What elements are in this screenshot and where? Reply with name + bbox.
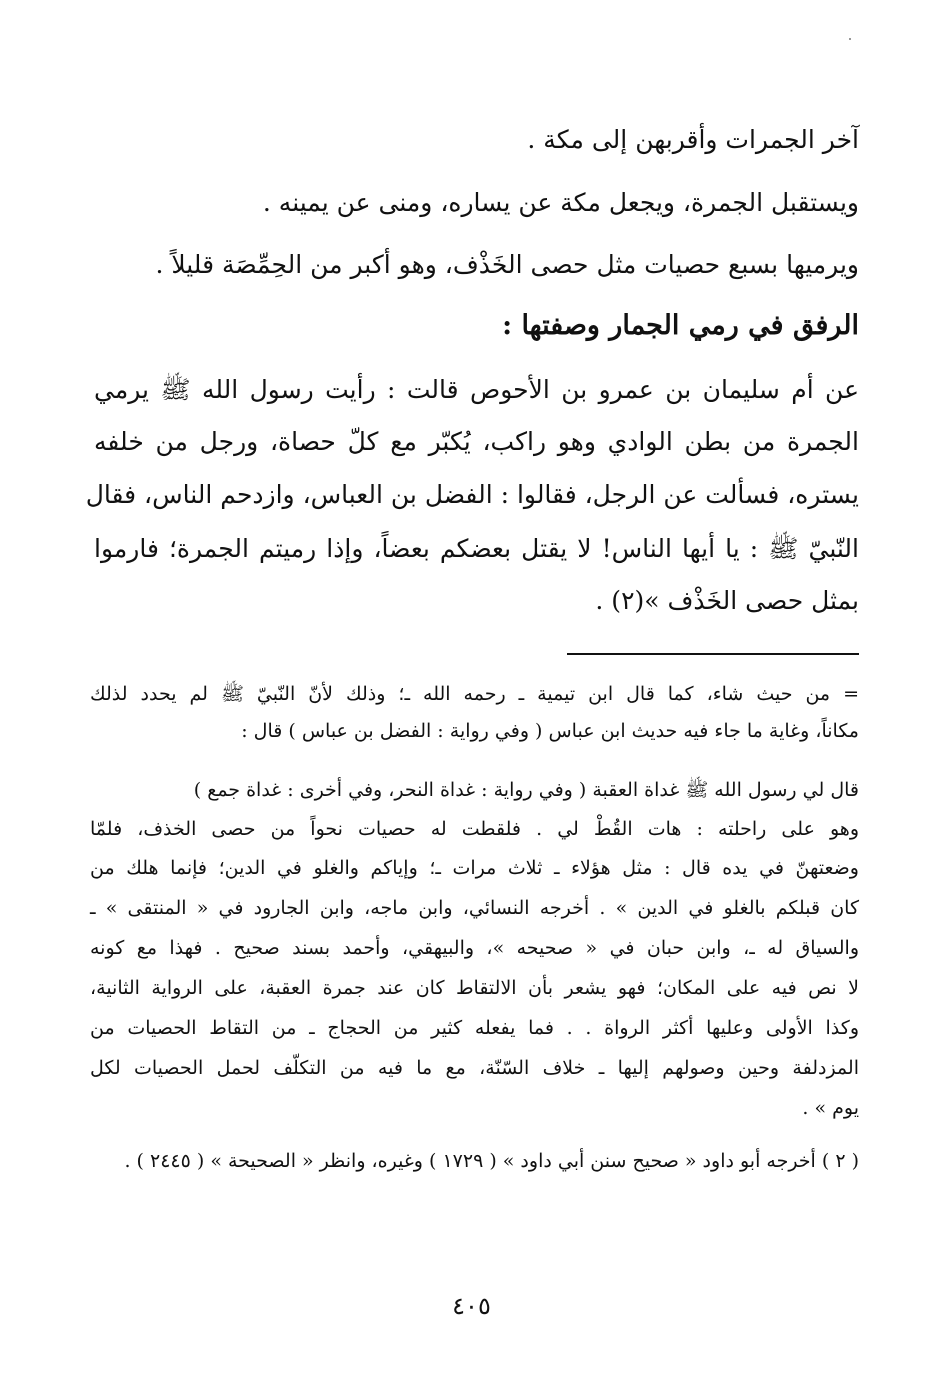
main-text-line-2: ويستقبل الجمرة، ويجعل مكة عن يساره، ومنى عن يمينه . (262, 188, 859, 217)
page-number: ٤٠٥ (452, 1292, 491, 1320)
main-text-line-1: آخر الجمرات وأقربهن إلى مكة . (527, 125, 859, 154)
footnote-1-line-1: = من حيث شاء، كما قال ابن تيمية ـ رحمه الله ـ؛ وذلك لأنّ النّبيّ ﷺ لم يحدد لذلك (90, 683, 859, 705)
scan-speck (849, 38, 851, 40)
hadith-line-4: النّبيّ ﷺ : يا أيها الناس! لا يقتل بعضكم بعضاً، وإذا رميتم الجمرة؛ فارموا (94, 534, 859, 563)
footnote-1-para-2-line-5: والسياق له ـ، وابن حبان في « صحيحه »، والبيهقي، وأحمد بسند صحيح . فهذا مع كونه (90, 937, 859, 959)
footnote-1-para-2-line-9: يوم » . (802, 1097, 859, 1119)
footnote-1-para-2-line-1: قال لي رسول الله ﷺ غداة العقبة ( وفي رواية : غداة النحر، وفي أخرى : غداة جمع ) (193, 779, 859, 801)
hadith-line-5: بمثل حصى الخَذْف »(٢) . (595, 586, 859, 615)
footnote-1-para-2-line-7: وكذا الأولى وعليها أكثر الرواة . . فما يفعله كثير من الحجاج ـ من التقاط الحصيات من (90, 1017, 859, 1039)
section-heading: الرفق في رمي الجمار وصفتها : (502, 310, 859, 341)
footnote-2: ( ٢ ) أخرجه أبو داود « صحيح سنن أبي داود » ( ١٧٢٩ ) وغيره، وانظر « الصحيحة » ( ٢٤٤٥ ) . (124, 1150, 859, 1172)
hadith-line-1: عن أم سليمان بن عمرو بن الأحوص قالت : رأيت رسول الله ﷺ يرمي (94, 375, 859, 404)
main-text-line-3: ويرميها بسبع حصيات مثل حصى الخَذْف، وهو أكبر من الحِمِّصَة قليلاً . (155, 250, 859, 279)
footnote-1-para-2-line-4: كان قبلكم بالغلو في الدين » . أخرجه النسائي، وابن ماجه، وابن الجارود في « المنتقى » ـ (90, 897, 859, 919)
hadith-line-2: الجمرة من بطن الوادي وهو راكب، يُكبّر مع كلّ حصاة، ورجل من خلفه (94, 427, 859, 456)
footnote-1-para-2-line-8: المزدلفة وحين وصولهم إليها ـ خلاف السّنّة، مع ما فيه من التكلّف لحمل الحصيات لكل (90, 1057, 859, 1079)
footnote-1-line-2: مكاناً، وغاية ما جاء فيه حديث ابن عباس ( وفي رواية : الفضل بن عباس ) قال : (241, 720, 859, 742)
footnote-1-para-2-line-6: لا نص فيه على المكان؛ فهو يشعر بأن الالتقاط كان عند جمرة العقبة، على الرواية الثانية، (90, 977, 859, 999)
footnote-1-para-2-line-2: وهو على راحلته : هات القُطْ لي . فلقطت له حصيات نحواً من حصى الخذف، فلمّا (90, 818, 859, 840)
footnote-1-para-2-line-3: وضعتهنّ في يده قال : مثل هؤلاء ـ ثلاث مرات ـ؛ وإياكم والغلو في الدين؛ فإنما هلك من (90, 857, 859, 879)
footnote-separator (567, 653, 859, 655)
hadith-line-3: يستره، فسألت عن الرجل، فقالوا : الفضل بن العباس، وازدحم الناس، فقال (85, 480, 859, 509)
